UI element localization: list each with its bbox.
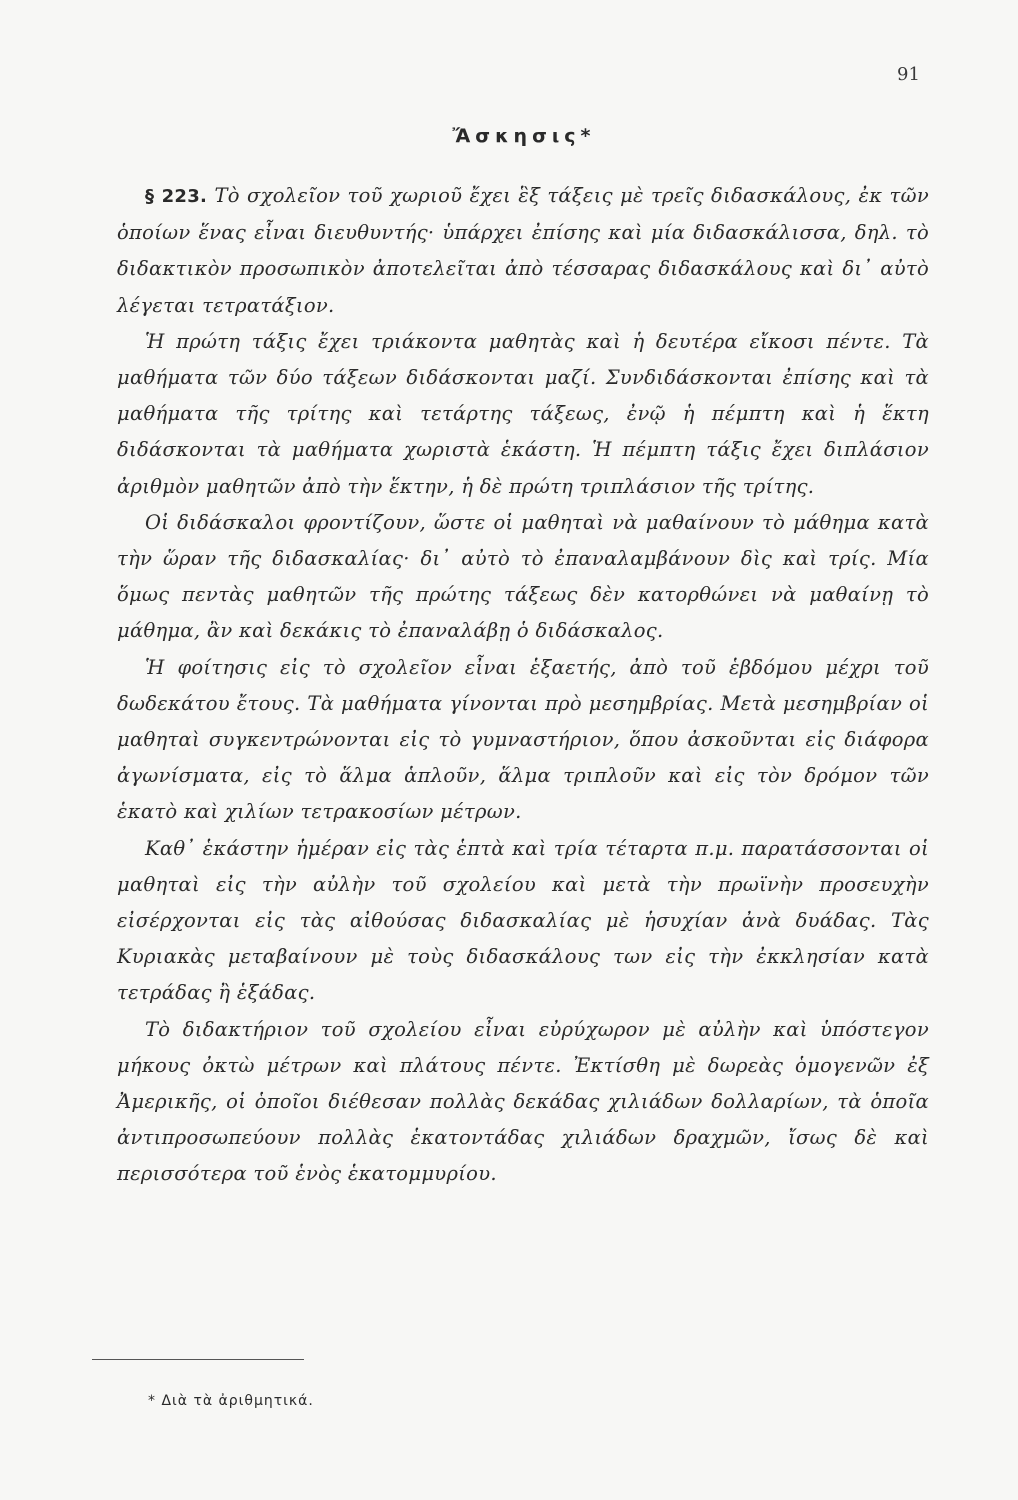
- paragraph: Ἡ φοίτησις εἰς τὸ σχολεῖον εἶναι ἑξαετής, ἀπὸ τοῦ ἑβδόμου μέχρι τοῦ δωδεκάτου ἔτους. Τὰ μαθήματα γίνονται πρὸ μεσημβρίας. Μετὰ μεσημβρίαν οἱ μαθηταὶ συγκεντρώνονται εἰς τὸ γυμναστήριον, ὅπου ἀσκοῦνται εἰς διάφορα ἀγωνίσματα, εἰς τὸ ἅλμα ἁπλοῦν, ἅλμα τριπλοῦν καὶ εἰς τὸν δρόμον τῶν ἑκατὸ καὶ χιλίων τετρακοσίων μέτρων.: [117, 655, 929, 824]
- paragraph: Ἡ πρώτη τάξις ἔχει τριάκοντα μαθητὰς καὶ ἡ δευτέρα εἴκοσι πέντε. Τὰ μαθήματα τῶν δύο τάξεων διδάσκονται μαζί. Συνδιδάσκονται ἐπίσης καὶ τὰ μαθήματα τῆς τρίτης καὶ τετάρτης τάξεως, ἐνῷ ἡ πέμπτη καὶ ἡ ἕκτη διδάσκονται τὰ μαθήματα χωριστὰ ἑκάστη. Ἡ πέμπτη τάξις ἔχει διπλάσιον ἀριθμὸν μαθητῶν ἀπὸ τὴν ἕκτην, ἡ δὲ πρώτη τριπλάσιον τῆς τρίτης.: [117, 329, 929, 498]
- paragraph: Καθ᾽ ἑκάστην ἡμέραν εἰς τὰς ἑπτὰ καὶ τρία τέταρτα π.μ. παρατάσσονται οἱ μαθηταὶ εἰς τὴν αὐλὴν τοῦ σχολείου καὶ μετὰ τὴν πρωϊνὴν προσευχὴν εἰσέρχονται εἰς τὰς αἰθούσας διδασκαλίας μὲ ἡσυχίαν ἀνὰ δυάδας. Τὰς Κυριακὰς μεταβαίνουν μὲ τοὺς διδασκάλους των εἰς τὴν ἐκκλησίαν κατὰ τετράδας ἢ ἑξάδας.: [117, 836, 929, 1005]
- footnote-divider: [92, 1359, 304, 1360]
- body-text: [117, 178, 929, 1193]
- paragraph-text: Τὸ σχολεῖον τοῦ χωριοῦ ἔχει ἓξ τάξεις μὲ τρεῖς διδασκάλους, ἐκ τῶν ὁποίων ἕνας εἶναι διευθυντής· ὑπάρχει ἐπίσης καὶ μία διδασκάλισσα, δηλ. τὸ διδακτικὸν προσωπικὸν ἀποτελεῖται ἀπὸ τέσσαρας διδασκάλους καὶ δι᾽ αὐτὸ λέγεται τετρατάξιον.: [117, 184, 930, 317]
- paragraph: Τὸ διδακτήριον τοῦ σχολείου εἶναι εὐρύχωρον μὲ αὐλὴν καὶ ὑπόστεγον μήκους ὀκτὼ μέτρων καὶ πλάτους πέντε. Ἐκτίσθη μὲ δωρεὰς ὁμογενῶν ἐξ Ἀμερικῆς, οἱ ὁποῖοι διέθεσαν πολλὰς δεκάδας χιλιάδων δολλαρίων, τὰ ὁποῖα ἀντιπροσωπεύουν πολλὰς ἑκατοντάδας χιλιάδων δραχμῶν, ἴσως δὲ καὶ περισσότερα τοῦ ἑνὸς ἑκατομμυρίου.: [117, 1017, 929, 1186]
- page-number: 91: [897, 64, 920, 85]
- paragraph: [117, 178, 929, 324]
- footnote: * Διὰ τὰ ἀριθμητικά.: [148, 1393, 314, 1409]
- paragraph: Οἱ διδάσκαλοι φροντίζουν, ὥστε οἱ μαθηταὶ νὰ μαθαίνουν τὸ μάθημα κατὰ τὴν ὥραν τῆς διδασκαλίας· δι᾽ αὐτὸ τὸ ἐπαναλαμβάνουν δὶς καὶ τρίς. Μία ὅμως πεντὰς μαθητῶν τῆς πρώτης τάξεως δὲν κατορθώνει νὰ μαθαίνῃ τὸ μάθημα, ἂν καὶ δεκάκις τὸ ἐπαναλάβῃ ὁ διδάσκαλος.: [117, 510, 929, 643]
- section-title: Ἄσκησις*: [452, 125, 596, 147]
- paragraph-number: § 223.: [145, 186, 208, 207]
